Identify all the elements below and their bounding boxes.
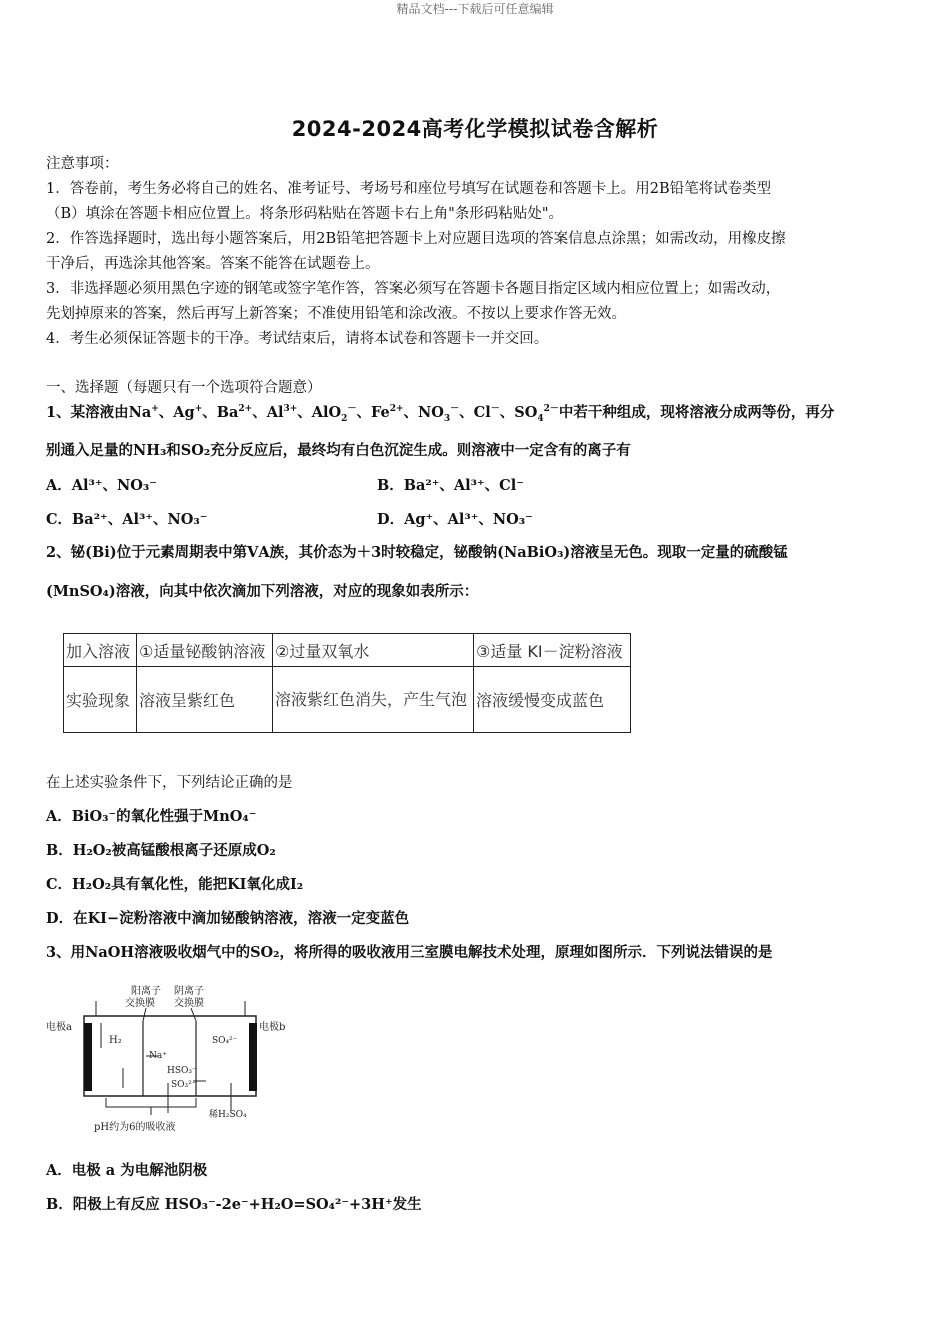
- notice-line-3: 2．作答选择题时，选出每小题答案后，用2B铅笔把答题卡上对应题目选项的答案信息点涂黑；如需改动，用橡皮擦: [46, 231, 786, 247]
- q2-option-c[interactable]: C．H₂O₂具有氧化性，能把KI氧化成I₂: [46, 876, 304, 893]
- notice-line-2: （B）填涂在答题卡相应位置上。将条形码粘贴在答题卡右上角"条形码粘贴处"。: [46, 206, 563, 222]
- q2-line-1: 2、铋(Bi)位于元素周期表中第ⅤA族，其价态为＋3时较稳定，铋酸钠(NaBiO₃)溶液呈无色。现取一定量的硫酸锰: [46, 544, 788, 561]
- notice-heading: 注意事项：: [46, 156, 119, 172]
- cell-vessel: [84, 1016, 256, 1096]
- table-cell: 实验现象: [64, 667, 137, 733]
- notice-line-4: 干净后，再选涂其他答案。答案不能答在试题卷上。: [46, 256, 380, 272]
- electrode-b: [249, 1023, 257, 1091]
- experiment-table: [63, 633, 631, 733]
- q3-option-a[interactable]: A．电极 a 为电解池阴极: [46, 1162, 208, 1179]
- so3-label: SO₃²⁻: [171, 1080, 197, 1090]
- notice-line-1: 1．答卷前，考生务必将自己的姓名、准考证号、考场号和座位号填写在试题卷和答题卡上。用2B铅笔将试卷类型: [46, 181, 772, 197]
- q3-option-b[interactable]: B．阳极上有反应 HSO₃⁻-2e⁻+H₂O=SO₄²⁻+3H⁺发生: [46, 1196, 422, 1213]
- table-header-cell: 加入溶液: [64, 634, 137, 667]
- notice-line-6: 先划掉原来的答案，然后再写上新答案；不准使用铅笔和涂改液。不按以上要求作答无效。: [46, 306, 626, 322]
- table-cell: 溶液呈紫红色: [137, 667, 273, 733]
- electrode-a-label: 电极a: [46, 1022, 72, 1033]
- anion-membrane-label-2: 交换膜: [174, 998, 204, 1009]
- notice-line-7: 4．考生必须保证答题卡的干净。考试结束后，请将本试卷和答题卡一并交回。: [46, 331, 549, 347]
- section-heading: 一、选择题（每题只有一个选项符合题意）: [46, 380, 322, 396]
- hso3-label: HSO₃⁻: [167, 1066, 197, 1076]
- table-header-cell: ①适量铋酸钠溶液: [137, 634, 273, 667]
- cation-membrane-label: 阳离子: [131, 986, 161, 997]
- h2-label: H₂: [109, 1035, 122, 1046]
- absorb-liquid-label: pH约为6的吸收液: [94, 1122, 176, 1133]
- electrode-b-label: 电极b: [259, 1022, 286, 1033]
- q2-option-a[interactable]: A．BiO₃⁻的氧化性强于MnO₄⁻: [46, 808, 257, 825]
- q1-option-d[interactable]: D．Ag⁺、Al³⁺、NO₃⁻: [377, 511, 533, 528]
- notice-line-5: 3．非选择题必须用黑色字迹的钢笔或签字笔作答，答案必须写在答题卡各题目指定区域内相应位置上；如需改动，: [46, 281, 781, 297]
- table-header-cell: ③适量 KI－淀粉溶液: [474, 634, 631, 667]
- cation-membrane-label-2: 交换膜: [125, 998, 155, 1009]
- electrolysis-diagram: [46, 983, 296, 1138]
- q2-option-b[interactable]: B．H₂O₂被高锰酸根离子还原成O₂: [46, 842, 276, 859]
- table-header-cell: ②过量双氧水: [273, 634, 474, 667]
- na-ion-label: Na⁺: [149, 1051, 167, 1061]
- q1-option-a[interactable]: A．Al³⁺、NO₃⁻: [46, 477, 157, 494]
- q1-line-1: 1、某溶液由Na+、Ag+、$Ba^{2+}$、$Al^{3+}$、AlO$_2$－、$Fe^{2+}$、$NO_3^-$、Cl－、$SO_4^{2-}$中若干种组成，现将溶液分成两等份，再分: [46, 404, 835, 424]
- q1-option-b[interactable]: B．Ba²⁺、Al³⁺、Cl⁻: [377, 477, 524, 494]
- q2-line-2: (MnSO₄)溶液，向其中依次滴加下列溶液，对应的现象如表所示：: [46, 583, 479, 600]
- q1-line-2: 别通入足量的NH₃和SO₂充分反应后，最终均有白色沉淀生成。则溶液中一定含有的离子有: [46, 442, 631, 459]
- q3-stem: 3、用NaOH溶液吸收烟气中的SO₂，将所得的吸收液用三室膜电解技术处理，原理如图所示．下列说法错误的是: [46, 944, 773, 961]
- table-cell: 溶液缓慢变成蓝色: [474, 667, 631, 733]
- q2-stem: 在上述实验条件下，下列结论正确的是: [46, 775, 293, 791]
- page-title: 2024-2024高考化学模拟试卷含解析: [291, 117, 659, 141]
- anion-membrane-label: 阴离子: [174, 986, 204, 997]
- q2-option-d[interactable]: D．在KI−淀粉溶液中滴加铋酸钠溶液，溶液一定变蓝色: [46, 910, 410, 927]
- q1-option-c[interactable]: C．Ba²⁺、Al³⁺、NO₃⁻: [46, 511, 208, 528]
- table-cell: 溶液紫红色消失，产生气泡: [273, 667, 474, 733]
- page-watermark: 精品文档---下载后可任意编辑: [396, 2, 554, 16]
- so4-label: SO₄²⁻: [212, 1036, 238, 1046]
- electrode-a: [84, 1023, 92, 1091]
- dilute-acid-label: 稀H₂SO₄: [209, 1110, 247, 1120]
